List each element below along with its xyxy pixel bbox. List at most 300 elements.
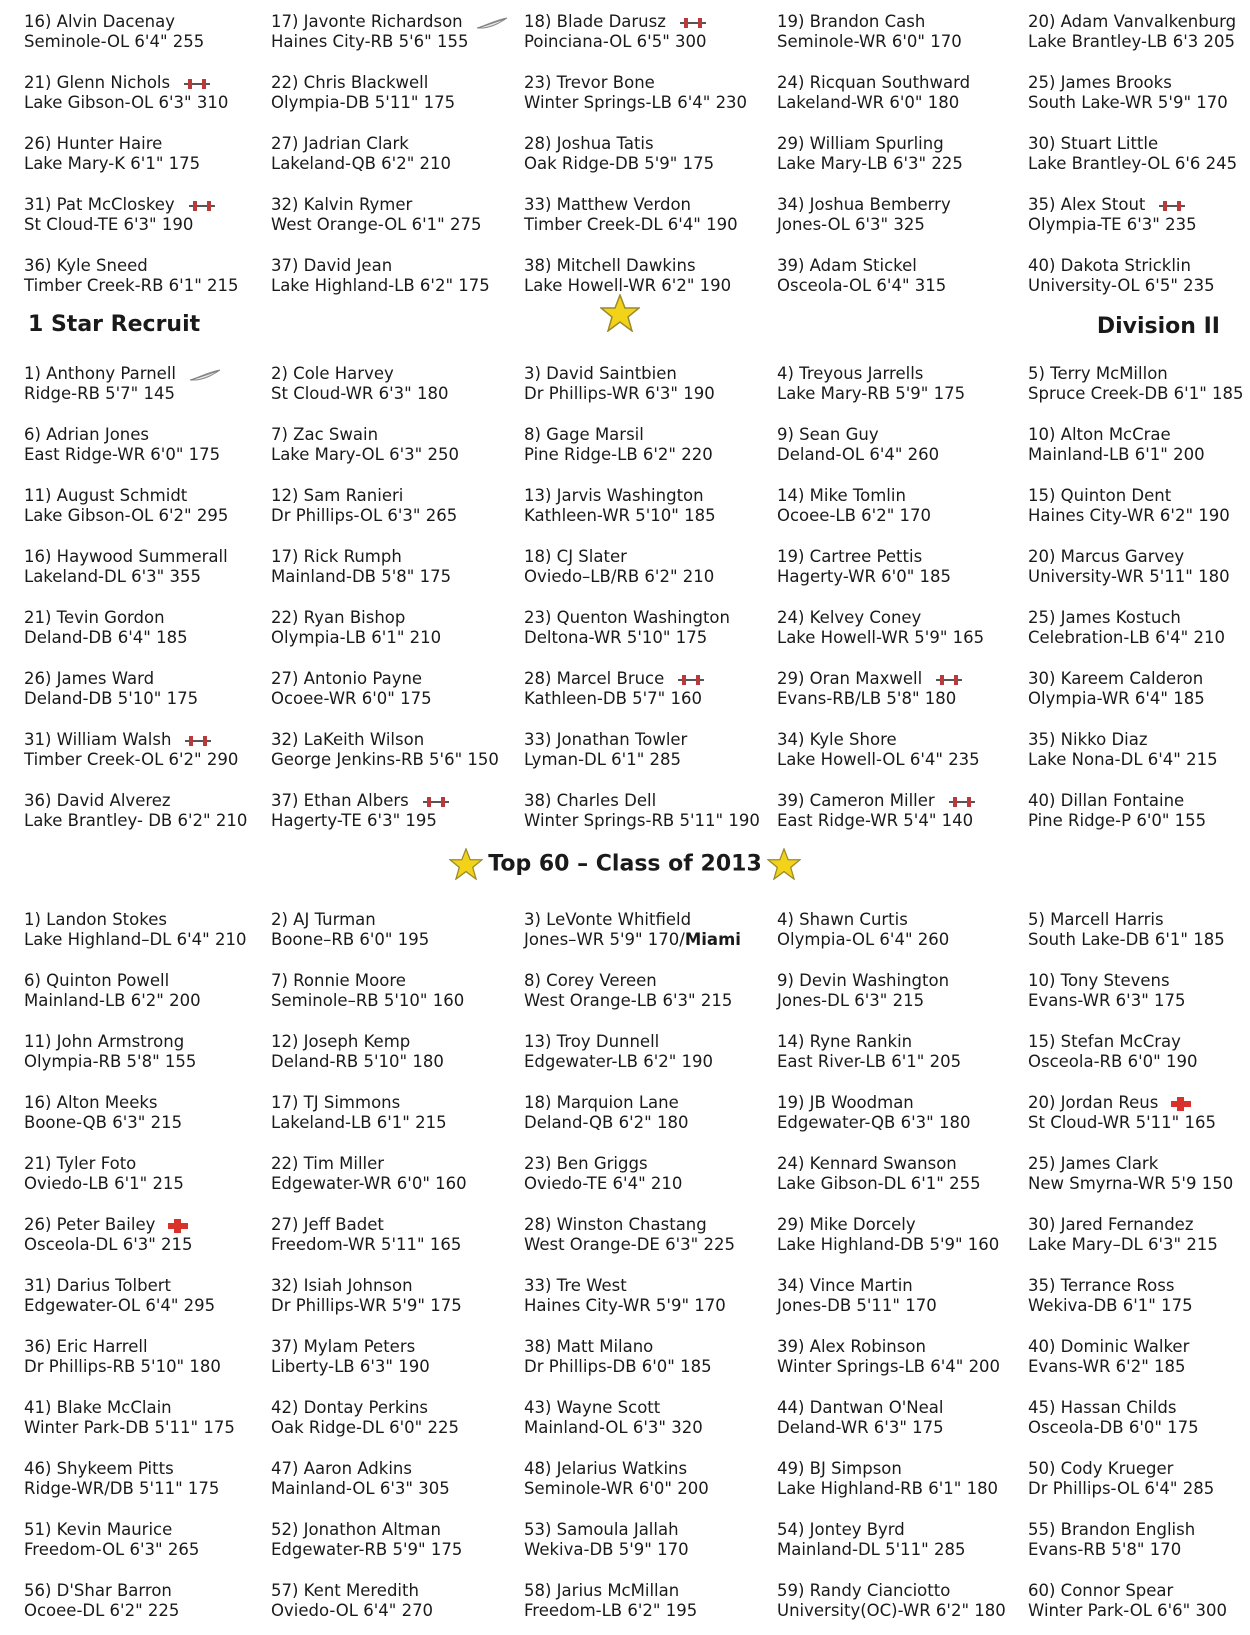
player-entry (271, 1398, 459, 1438)
player-entry (271, 1093, 447, 1133)
player-name-text: 55) Brandon English (1028, 1520, 1196, 1539)
player-details-text: Freedom-OL 6'3" 265 (24, 1540, 200, 1559)
commitment-school: Miami (684, 930, 741, 949)
player-details (271, 689, 432, 709)
player-name (271, 608, 441, 628)
player-details (777, 930, 949, 950)
player-name-text: 40) Dominic Walker (1028, 1337, 1190, 1356)
player-name-text: 21) Tevin Gordon (24, 608, 165, 627)
player-entry (271, 1337, 430, 1377)
player-details (24, 1479, 219, 1499)
player-entry (524, 12, 708, 52)
player-details-text: Edgewater-OL 6'4" 295 (24, 1296, 216, 1315)
list-row (0, 425, 1250, 469)
player-details (524, 930, 741, 950)
player-details-text: Ocoee-DL 6'2" 225 (24, 1601, 180, 1620)
player-name (777, 669, 964, 689)
player-name (24, 195, 217, 215)
player-entry (777, 608, 984, 648)
player-details (524, 811, 760, 831)
player-name (524, 608, 730, 628)
player-name (1028, 1520, 1195, 1540)
player-entry (1028, 1581, 1227, 1621)
player-details (271, 628, 441, 648)
player-details-text: Ridge-WR/DB 5'11" 175 (24, 1479, 220, 1498)
feather-icon (475, 16, 509, 30)
player-entry (777, 1215, 999, 1255)
player-details-text: East Ridge-WR 6'0" 175 (24, 445, 221, 464)
player-name-text: 19) JB Woodman (777, 1093, 914, 1112)
player-name (24, 547, 228, 567)
player-entry (777, 1398, 944, 1438)
player-name-text: 35) Nikko Diaz (1028, 730, 1148, 749)
player-details-text: Spruce Creek-DB 6'1" 185 (1028, 384, 1244, 403)
player-details (777, 811, 977, 831)
player-name-text: 46) Shykeem Pitts (24, 1459, 174, 1478)
player-entry (777, 669, 964, 709)
dumbbell-icon (947, 796, 977, 808)
player-details-text: Mainland-OL 6'3" 320 (524, 1418, 703, 1437)
player-details (24, 811, 247, 831)
player-entry (777, 1520, 965, 1560)
player-details (271, 1052, 444, 1072)
player-details (524, 1113, 688, 1133)
player-name-text: 9) Sean Guy (777, 425, 879, 444)
list-row (0, 791, 1250, 835)
player-name-text: 14) Ryne Rankin (777, 1032, 913, 1051)
player-details (524, 1296, 726, 1316)
player-entry (524, 73, 747, 113)
player-entry (1028, 1093, 1216, 1133)
list-row (0, 486, 1250, 530)
player-name-text: 9) Devin Washington (777, 971, 950, 990)
player-details-text: Mainland-OL 6'3" 305 (271, 1479, 450, 1498)
player-details-text: Hagerty-WR 6'0" 185 (777, 567, 952, 586)
player-entry (24, 1459, 219, 1499)
player-details (271, 567, 451, 587)
player-entry (1028, 791, 1206, 831)
player-entry (1028, 1337, 1189, 1377)
player-name (524, 730, 687, 750)
player-details (777, 1601, 1006, 1621)
player-details (777, 1052, 961, 1072)
player-name (24, 669, 198, 689)
player-details-text: Lake Highland-DB 5'9" 160 (777, 1235, 1000, 1254)
player-details (1028, 628, 1225, 648)
player-name-text: 56) D'Shar Barron (24, 1581, 172, 1600)
list-row (0, 1276, 1250, 1320)
player-entry (524, 195, 738, 235)
player-entry (24, 1154, 184, 1194)
player-entry (271, 1581, 433, 1621)
player-entry (777, 547, 951, 587)
player-details-text: University-OL 6'5" 235 (1028, 276, 1215, 295)
player-entry (271, 730, 499, 770)
player-entry (24, 1093, 182, 1133)
player-entry (524, 608, 730, 648)
player-name-text: 28) Winston Chastang (524, 1215, 707, 1234)
player-name (271, 547, 451, 567)
player-name-text: 54) Jontey Byrd (777, 1520, 905, 1539)
player-entry (777, 1337, 1000, 1377)
player-name-text: 59) Randy Cianciotto (777, 1581, 951, 1600)
feather-icon (188, 368, 222, 382)
player-details (1028, 1357, 1189, 1377)
list-row (0, 910, 1250, 954)
player-name-text: 4) Treyous Jarrells (777, 364, 924, 383)
player-details-text: Boone–RB 6'0" 195 (271, 930, 430, 949)
player-name (271, 256, 490, 276)
player-name-text: 11) John Armstrong (24, 1032, 185, 1051)
player-name-text: 30) Jared Fernandez (1028, 1215, 1194, 1234)
player-details-text: Lake Mary-OL 6'3" 250 (271, 445, 459, 464)
player-details (777, 1479, 998, 1499)
player-name (24, 1032, 196, 1052)
player-details-text: Kathleen-WR 5'10" 185 (524, 506, 716, 525)
player-name-text: 38) Charles Dell (524, 791, 657, 810)
player-entry (524, 134, 714, 174)
player-name-text: 5) Terry McMillon (1028, 364, 1168, 383)
player-name (777, 1459, 998, 1479)
player-entry (524, 425, 713, 465)
player-entry (1028, 256, 1215, 296)
player-name (1028, 608, 1225, 628)
player-details (24, 1418, 235, 1438)
player-name (1028, 1337, 1189, 1357)
player-name (24, 12, 204, 32)
player-details (777, 750, 980, 770)
player-name-text: 60) Connor Spear (1028, 1581, 1174, 1600)
list-row (0, 1459, 1250, 1503)
player-details-text: Lake Howell-WR 6'2" 190 (524, 276, 732, 295)
player-entry (24, 910, 246, 950)
player-details (24, 567, 228, 587)
player-details (24, 1235, 193, 1255)
player-name (777, 608, 984, 628)
player-name (1028, 1398, 1199, 1418)
player-details (777, 1174, 981, 1194)
player-name (777, 73, 970, 93)
player-entry (24, 791, 247, 831)
player-details-text: Deland-DB 5'10" 175 (24, 689, 199, 708)
player-details-text: Osceola-RB 6'0" 190 (1028, 1052, 1198, 1071)
player-entry (1028, 1459, 1214, 1499)
player-name (1028, 12, 1236, 32)
player-name (1028, 1581, 1227, 1601)
player-name-text: 26) Peter Bailey (24, 1215, 156, 1234)
player-name (24, 425, 220, 445)
player-name (524, 669, 706, 689)
player-details-text: Timber Creek-OL 6'2" 290 (24, 750, 239, 769)
player-name (1028, 1276, 1193, 1296)
player-name-text: 38) Mitchell Dawkins (524, 256, 696, 275)
player-name-text: 1) Anthony Parnell (24, 364, 177, 383)
player-details (24, 930, 246, 950)
player-entry (524, 1337, 712, 1377)
player-name (24, 364, 222, 384)
player-entry (777, 425, 939, 465)
list-row (0, 1093, 1250, 1137)
player-name-text: 40) Dakota Stricklin (1028, 256, 1191, 275)
player-name (271, 1032, 444, 1052)
player-name (524, 73, 747, 93)
player-entry (1028, 669, 1205, 709)
dumbbell-icon (182, 78, 212, 90)
player-details-text: Dr Phillips-RB 5'10" 180 (24, 1357, 221, 1376)
player-details-text: Osceola-OL 6'4" 315 (777, 276, 947, 295)
player-name (1028, 73, 1228, 93)
player-details-text: Timber Creek-RB 6'1" 215 (24, 276, 239, 295)
player-name (24, 73, 228, 93)
list-row (0, 547, 1250, 591)
player-entry (271, 12, 509, 52)
player-entry (24, 12, 204, 52)
player-name (271, 1093, 447, 1113)
player-details (1028, 276, 1215, 296)
player-details (524, 1235, 735, 1255)
player-entry (777, 195, 951, 235)
player-name-text: 27) Jadrian Clark (271, 134, 409, 153)
player-details (24, 1113, 182, 1133)
player-entry (1028, 1032, 1197, 1072)
player-name-text: 27) Jeff Badet (271, 1215, 384, 1234)
player-details (777, 93, 970, 113)
player-entry (777, 1276, 937, 1316)
player-details (24, 1357, 221, 1377)
player-entry (24, 1276, 215, 1316)
list-row (0, 669, 1250, 713)
player-details (24, 506, 228, 526)
player-name (1028, 1032, 1197, 1052)
player-name-text: 16) Haywood Summerall (24, 547, 228, 566)
player-name (271, 364, 449, 384)
player-name (524, 364, 715, 384)
player-details (24, 628, 188, 648)
player-name (524, 1520, 689, 1540)
player-name-text: 12) Joseph Kemp (271, 1032, 411, 1051)
player-entry (1028, 1398, 1199, 1438)
player-name (271, 1398, 459, 1418)
player-details-text: University-WR 5'11" 180 (1028, 567, 1230, 586)
player-details-text: Dr Phillips-WR 6'3" 190 (524, 384, 715, 403)
player-name (24, 1154, 184, 1174)
player-details (24, 750, 238, 770)
player-entry (777, 1032, 961, 1072)
dumbbell-icon (421, 796, 451, 808)
player-name (524, 910, 741, 930)
player-entry (777, 791, 977, 831)
player-entry (524, 1459, 709, 1499)
player-entry (1028, 547, 1230, 587)
player-details (777, 445, 939, 465)
player-entry (1028, 73, 1228, 113)
player-name-text: 25) James Kostuch (1028, 608, 1181, 627)
player-name-text: 22) Chris Blackwell (271, 73, 429, 92)
player-details-text: Edgewater-RB 5'9" 175 (271, 1540, 463, 1559)
player-entry (524, 256, 731, 296)
player-details (524, 750, 687, 770)
player-name (271, 1276, 462, 1296)
player-name (777, 486, 931, 506)
player-details (24, 93, 228, 113)
player-name-text: 17) Rick Rumph (271, 547, 402, 566)
player-details (777, 1418, 944, 1438)
player-name (777, 1093, 970, 1113)
player-entry (24, 1337, 221, 1377)
player-name-text: 26) James Ward (24, 669, 155, 688)
player-details-text: Lyman-DL 6'1" 285 (524, 750, 682, 769)
player-entry (271, 1215, 461, 1255)
player-name (24, 608, 188, 628)
player-name (524, 1337, 712, 1357)
player-name (524, 1276, 726, 1296)
player-name (1028, 486, 1230, 506)
player-details-text: Lake Brantley-LB 6'3 205 (1028, 32, 1235, 51)
player-details (271, 1601, 433, 1621)
player-details-text: Olympia-OL 6'4" 260 (777, 930, 950, 949)
player-details (1028, 1479, 1214, 1499)
player-details-text: Seminole-WR 6'0" 170 (777, 32, 962, 51)
player-details-text: Seminole–RB 5'10" 160 (271, 991, 465, 1010)
player-entry (524, 730, 687, 770)
player-details (1028, 1418, 1199, 1438)
player-details (1028, 154, 1237, 174)
list-row (0, 195, 1250, 239)
player-name (1028, 195, 1197, 215)
player-details (777, 32, 962, 52)
player-details (24, 1174, 184, 1194)
player-details (524, 1601, 697, 1621)
player-name (777, 1337, 1000, 1357)
player-details-text: Dr Phillips-DB 6'0" 185 (524, 1357, 712, 1376)
player-entry (1028, 195, 1197, 235)
player-name (524, 1459, 709, 1479)
player-name (271, 12, 509, 32)
player-details (24, 1052, 196, 1072)
player-name-text: 33) Jonathan Towler (524, 730, 688, 749)
list-row (0, 1398, 1250, 1442)
player-name-text: 6) Adrian Jones (24, 425, 149, 444)
player-name (524, 12, 708, 32)
player-details-text: Lakeland-LB 6'1" 215 (271, 1113, 447, 1132)
player-name-text: 34) Vince Martin (777, 1276, 913, 1295)
player-details (1028, 1113, 1216, 1133)
player-name (1028, 425, 1205, 445)
player-details (777, 689, 964, 709)
player-details (271, 276, 490, 296)
list-row (0, 73, 1250, 117)
player-details-text: Lake Highland–DL 6'4" 210 (24, 930, 247, 949)
player-details (24, 32, 204, 52)
player-name-text: 29) William Spurling (777, 134, 944, 153)
player-name-text: 37) David Jean (271, 256, 393, 275)
player-name (1028, 730, 1218, 750)
player-details (1028, 1296, 1193, 1316)
player-name (524, 547, 714, 567)
player-name-text: 39) Cameron Miller (777, 791, 935, 810)
player-details-text: Olympia-RB 5'8" 155 (24, 1052, 197, 1071)
player-name-text: 28) Joshua Tatis (524, 134, 654, 153)
player-name-text: 14) Mike Tomlin (777, 486, 906, 505)
player-details (1028, 506, 1230, 526)
dumbbell-icon (934, 674, 964, 686)
player-details (777, 384, 965, 404)
player-details-text: Deland-WR 6'3" 175 (777, 1418, 944, 1437)
player-details (24, 276, 239, 296)
player-name (271, 1337, 430, 1357)
player-details-text: Oak Ridge-DL 6'0" 225 (271, 1418, 460, 1437)
player-name (271, 971, 464, 991)
player-name (777, 971, 949, 991)
list-row (0, 730, 1250, 774)
player-details (271, 1479, 450, 1499)
player-details (777, 276, 946, 296)
player-details (271, 154, 451, 174)
player-details-text: Freedom-LB 6'2" 195 (524, 1601, 698, 1620)
list-row (0, 1581, 1250, 1625)
player-entry (24, 730, 238, 770)
player-details (524, 445, 713, 465)
player-details-text: Olympia-WR 6'4" 185 (1028, 689, 1205, 708)
player-name-text: 8) Corey Vereen (524, 971, 657, 990)
player-name-text: 22) Ryan Bishop (271, 608, 406, 627)
player-name-text: 30) Kareem Calderon (1028, 669, 1204, 688)
player-details (777, 628, 984, 648)
player-name-text: 31) Pat McCloskey (24, 195, 175, 214)
player-entry (24, 1581, 179, 1621)
player-details-text: Winter Park-OL 6'6" 300 (1028, 1601, 1227, 1620)
player-details-text: Olympia-LB 6'1" 210 (271, 628, 442, 647)
player-details (24, 445, 220, 465)
player-details-text: Lake Howell-WR 5'9" 165 (777, 628, 985, 647)
player-name (524, 971, 732, 991)
player-details-text: Oviedo-TE 6'4" 210 (524, 1174, 683, 1193)
player-name-text: 32) Isiah Johnson (271, 1276, 413, 1295)
list-row (0, 1215, 1250, 1259)
player-name-text: 17) Javonte Richardson (271, 12, 463, 31)
player-details-text: Evans-WR 6'3" 175 (1028, 991, 1186, 1010)
player-details (271, 1113, 447, 1133)
player-details (271, 1418, 459, 1438)
player-details-text: Oviedo–LB/RB 6'2" 210 (524, 567, 715, 586)
player-details-text: Lake Brantley-OL 6'6 245 (1028, 154, 1238, 173)
player-name-text: 23) Quenton Washington (524, 608, 730, 627)
player-name-text: 34) Kyle Shore (777, 730, 897, 749)
player-name (271, 195, 481, 215)
player-entry (524, 486, 716, 526)
player-entry (777, 364, 965, 404)
player-name (524, 134, 714, 154)
player-entry (24, 195, 217, 235)
player-details (524, 1052, 713, 1072)
player-details (777, 154, 963, 174)
player-name-text: 20) Jordan Reus (1028, 1093, 1159, 1112)
player-details (1028, 1540, 1195, 1560)
player-name (524, 1581, 697, 1601)
player-name (524, 256, 731, 276)
player-name (777, 1276, 937, 1296)
player-name (271, 134, 451, 154)
player-details-text: Haines City-RB 5'6" 155 (271, 32, 469, 51)
player-details (24, 1601, 179, 1621)
player-details-text: Jones–WR 5'9" 170/ (524, 930, 685, 949)
player-details-text: Osceola-DB 6'0" 175 (1028, 1418, 1199, 1437)
player-details-text: Wekiva-DB 6'1" 175 (1028, 1296, 1193, 1315)
player-details (777, 1113, 970, 1133)
player-details (524, 1357, 712, 1377)
player-details (524, 1418, 703, 1438)
player-details-text: Timber Creek-DL 6'4" 190 (524, 215, 738, 234)
